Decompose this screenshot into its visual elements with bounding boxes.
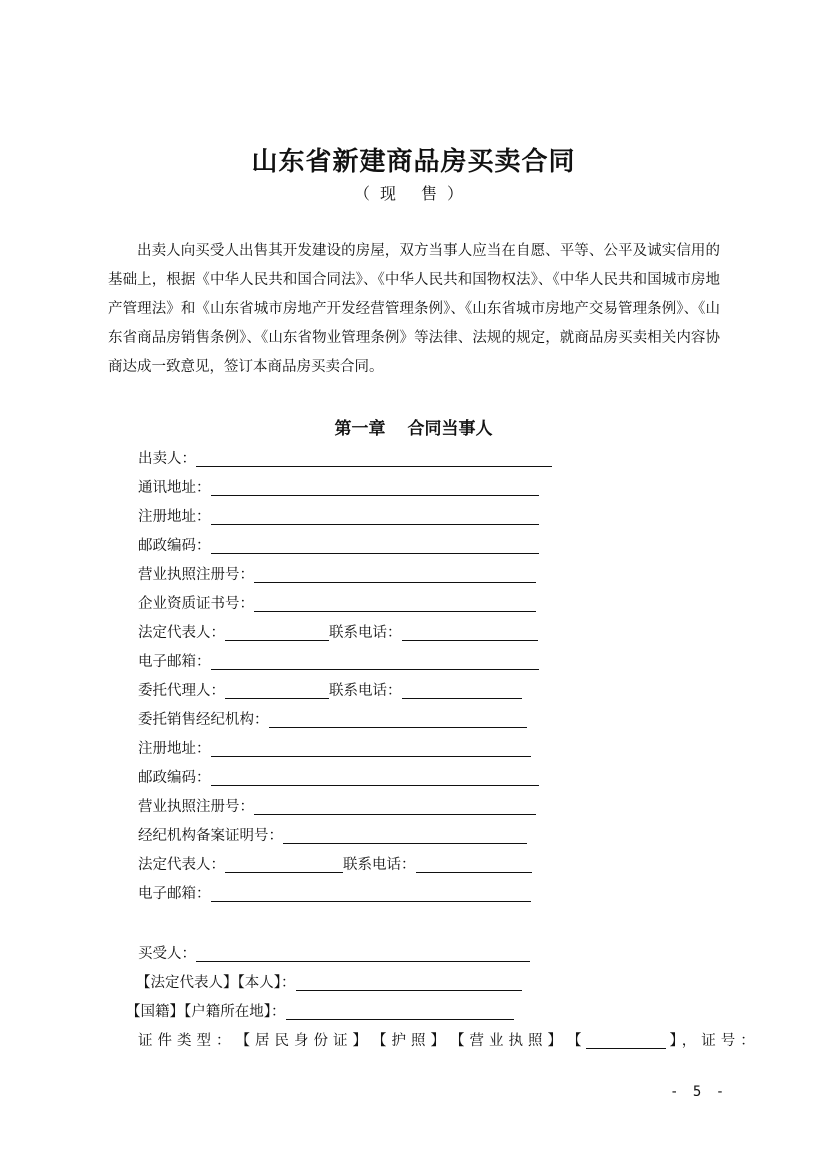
broker-reg-address-row xyxy=(138,738,531,760)
seller-agent-phone-label: 联系电话： xyxy=(329,683,402,699)
broker-legal-rep-row xyxy=(138,854,532,876)
seller-reg-address-label: 注册地址： xyxy=(138,509,211,525)
id-option-passport[interactable]: 【护照】 xyxy=(372,1033,450,1049)
page-number: - 5 - xyxy=(670,1084,728,1100)
broker-record-label: 经纪机构备案证明号： xyxy=(138,828,283,844)
intro-paragraph: 出卖人向买受人出售其开发建设的房屋，双方当事人应当在自愿、平等、公平及诚实信用的基础上，根据《中华人民共和国合同法》、《中华人民共和国物权法》、《中华人民共和国城市房地产管理法》和《山东省城市房地产开发经营管理条例》、《山东省城市房地产交易管理条例》、《山东省商品房销售条例》、《山东省物业管理条例》等法律、法规的规定，就商品房买卖相关内容协商达成一致意见，签订本商品房买卖合同。 xyxy=(108,243,720,375)
seller-legal-rep-field[interactable] xyxy=(225,624,329,641)
buyer-name-field[interactable] xyxy=(196,945,530,962)
seller-postcode-field[interactable] xyxy=(211,537,539,554)
document-subtitle: （现 售） xyxy=(353,184,474,203)
broker-postcode-label: 邮政编码： xyxy=(138,770,211,786)
seller-address-field[interactable] xyxy=(211,479,539,496)
seller-legal-rep-row xyxy=(138,622,538,644)
broker-legal-rep-label: 法定代表人： xyxy=(138,857,225,873)
broker-postcode-row xyxy=(138,767,539,789)
broker-phone-label: 联系电话： xyxy=(343,857,416,873)
seller-qualification-row xyxy=(138,593,536,615)
seller-name-row xyxy=(138,448,552,470)
broker-email-label: 电子邮箱： xyxy=(138,886,211,902)
seller-legal-rep-label: 法定代表人： xyxy=(138,625,225,641)
broker-record-row xyxy=(138,825,527,847)
seller-license-label: 营业执照注册号： xyxy=(138,567,254,583)
seller-qualification-field[interactable] xyxy=(254,595,536,612)
seller-license-field[interactable] xyxy=(254,566,536,583)
broker-license-field[interactable] xyxy=(254,798,536,815)
broker-postcode-field[interactable] xyxy=(211,769,539,786)
seller-agent-label: 委托代理人： xyxy=(138,683,225,699)
id-option-other-close: 】， xyxy=(669,1033,702,1049)
broker-email-row xyxy=(138,883,531,905)
broker-name-field[interactable] xyxy=(269,711,527,728)
broker-license-row xyxy=(138,796,536,818)
id-option-other-open: 【 xyxy=(567,1033,582,1049)
seller-email-row xyxy=(138,651,539,673)
seller-phone-field[interactable] xyxy=(402,624,538,641)
seller-reg-address-row xyxy=(138,506,539,528)
buyer-nationality-field[interactable] xyxy=(286,1003,514,1020)
buyer-rep-row xyxy=(136,972,522,994)
broker-legal-rep-field[interactable] xyxy=(225,856,343,873)
id-option-other-field[interactable] xyxy=(586,1032,666,1049)
broker-email-field[interactable] xyxy=(211,885,531,902)
seller-agent-row xyxy=(138,680,522,702)
seller-address-row xyxy=(138,477,539,499)
buyer-nationality-row xyxy=(126,1001,514,1023)
buyer-id-no-label: 证号： xyxy=(701,1033,760,1049)
chapter-heading: 第一章 合同当事人 xyxy=(334,419,493,439)
seller-postcode-row xyxy=(138,535,539,557)
id-option-resident-card[interactable]: 【居民身份证】 xyxy=(235,1033,372,1049)
broker-phone-field[interactable] xyxy=(416,856,532,873)
broker-name-label: 委托销售经纪机构： xyxy=(138,712,269,728)
buyer-rep-field[interactable] xyxy=(296,974,522,991)
seller-qualification-label: 企业资质证书号： xyxy=(138,596,254,612)
buyer-nationality-label: 【国籍】【户籍所在地】： xyxy=(126,1004,286,1020)
broker-name-row xyxy=(138,709,527,731)
broker-reg-address-field[interactable] xyxy=(211,740,531,757)
broker-record-field[interactable] xyxy=(283,827,527,844)
seller-license-row xyxy=(138,564,536,586)
seller-name-field[interactable] xyxy=(196,450,552,467)
broker-license-label: 营业执照注册号： xyxy=(138,799,254,815)
buyer-rep-label: 【法定代表人】【本人】： xyxy=(136,975,296,991)
id-option-business-license[interactable]: 【营业执照】 xyxy=(450,1033,567,1049)
seller-email-label: 电子邮箱： xyxy=(138,654,211,670)
buyer-id-type-label: 证件类型： xyxy=(138,1033,236,1049)
seller-phone-label: 联系电话： xyxy=(329,625,402,641)
buyer-name-row xyxy=(138,943,530,965)
seller-postcode-label: 邮政编码： xyxy=(138,538,211,554)
buyer-id-type-row xyxy=(138,1030,760,1052)
seller-address-label: 通讯地址： xyxy=(138,480,211,496)
seller-reg-address-field[interactable] xyxy=(211,508,539,525)
seller-email-field[interactable] xyxy=(211,653,539,670)
seller-name-label: 出卖人： xyxy=(138,451,196,467)
seller-agent-field[interactable] xyxy=(225,682,329,699)
broker-reg-address-label: 注册地址： xyxy=(138,741,211,757)
document-title: 山东省新建商品房买卖合同 xyxy=(251,147,576,177)
seller-agent-phone-field[interactable] xyxy=(402,682,522,699)
buyer-name-label: 买受人： xyxy=(138,946,196,962)
